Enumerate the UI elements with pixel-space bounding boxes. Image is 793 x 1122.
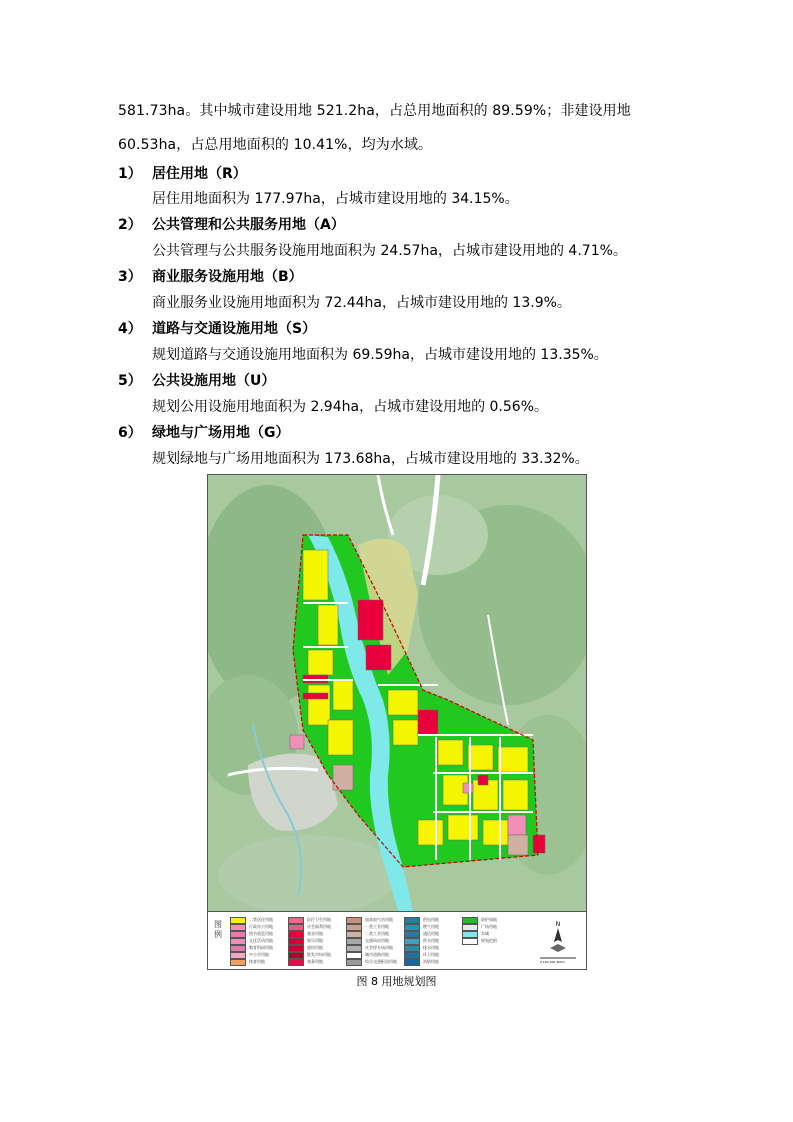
legend-label: 环卫用地: [423, 952, 439, 957]
legend-label: 通信用地: [423, 931, 439, 936]
map-drawing: [208, 475, 586, 911]
legend-label: 综合交通枢纽用地: [365, 959, 397, 964]
section-heading-6: 6） 绿地与广场用地（G）: [118, 425, 290, 441]
section-body-2: 公共管理与公共服务设施用地面积为 24.57ha，占城市建设用地的 4.71%。: [152, 243, 627, 259]
legend-item: [230, 931, 273, 937]
legend-label: 批发市场用地: [307, 952, 331, 957]
legend-item: [404, 959, 439, 965]
legend-item: [346, 952, 389, 958]
legend-swatch: [346, 924, 362, 931]
legend-item: [288, 917, 331, 923]
legend-swatch: [288, 945, 304, 952]
section-heading-3: 3） 商业服务设施用地（B）: [118, 269, 303, 285]
legend-label: 图书展览用地: [249, 931, 273, 936]
legend-swatch: [404, 959, 420, 966]
north-arrow-icon: [538, 918, 578, 964]
section-body-3: 商业服务业设施用地面积为 72.44ha，占城市建设用地的 13.9%。: [152, 295, 571, 311]
legend-item: [230, 945, 273, 951]
legend-label: 消防用地: [423, 959, 439, 964]
legend-label: 文化活动用地: [249, 938, 273, 943]
legend-label: 排水用地: [423, 945, 439, 950]
legend-swatch: [288, 931, 304, 938]
legend-label: 交通场站用地: [365, 938, 389, 943]
legend-swatch: [230, 945, 246, 952]
section-body-4: 规划道路与交通设施用地面积为 69.59ha，占城市建设用地的 13.35%。: [152, 347, 608, 363]
legend-title: 图例: [214, 920, 222, 939]
legend-label: 广场用地: [481, 924, 497, 929]
legend-swatch: [288, 924, 304, 931]
legend-swatch: [288, 938, 304, 945]
legend-item: [230, 959, 265, 965]
legend-item: [462, 924, 497, 930]
north-label: N: [555, 921, 561, 928]
legend-label: 行政办公用地: [249, 924, 273, 929]
legend-label: 中小学用地: [249, 952, 269, 957]
legend-swatch: [230, 931, 246, 938]
legend-label: 二类工业用地: [365, 931, 389, 936]
legend-item: [346, 931, 389, 937]
legend-swatch: [230, 938, 246, 945]
legend-label: 旅馆用地: [307, 945, 323, 950]
legend-label: 二类居住用地: [249, 917, 273, 922]
legend-swatch: [288, 959, 304, 966]
map-legend: [208, 911, 586, 970]
legend-item: [230, 924, 273, 930]
legend-label: 商务用地: [307, 959, 323, 964]
legend-item: [404, 917, 439, 923]
land-use-plan-map: [207, 474, 587, 970]
legend-label: 燃气用地: [423, 924, 439, 929]
legend-item: [346, 917, 393, 923]
legend-item: [288, 952, 331, 958]
legend-item: [346, 959, 397, 965]
legend-swatch: [404, 917, 420, 924]
legend-label: 社会福利用地: [307, 924, 331, 929]
legend-item: [288, 959, 323, 965]
legend-item: [288, 931, 323, 937]
legend-item: [288, 924, 331, 930]
legend-swatch: [230, 959, 246, 966]
legend-swatch: [346, 952, 362, 959]
legend-label: 娱乐用地: [307, 938, 323, 943]
intro-line-2: 60.53ha，占总用地面积的 10.41%，均为水域。: [118, 137, 433, 153]
legend-swatch: [230, 952, 246, 959]
section-heading-5: 5） 公共设施用地（U）: [118, 373, 276, 389]
legend-swatch: [404, 945, 420, 952]
legend-item: [404, 952, 439, 958]
legend-label: 防护绿地: [481, 917, 497, 922]
legend-label: 规划范围: [481, 938, 497, 943]
section-body-1: 居住用地面积为 177.97ha，占城市建设用地的 34.15%。: [152, 191, 519, 207]
legend-item: [462, 917, 497, 923]
legend-item: [346, 924, 389, 930]
legend-item: [404, 938, 439, 944]
section-heading-1: 1） 居住用地（R）: [118, 166, 247, 182]
legend-label: 加油加气站用地: [365, 917, 393, 922]
legend-item: [404, 931, 439, 937]
legend-item: [230, 938, 273, 944]
section-body-5: 规划公用设施用地面积为 2.94ha，占城市建设用地的 0.56%。: [152, 399, 548, 415]
legend-label: 供电用地: [423, 917, 439, 922]
legend-swatch: [404, 952, 420, 959]
legend-swatch: [346, 959, 362, 966]
legend-item: [462, 931, 489, 937]
legend-label: 一类工业用地: [365, 924, 389, 929]
compass-rose: [550, 944, 566, 952]
legend-swatch: [462, 938, 478, 945]
legend-swatch: [462, 917, 478, 924]
legend-label: 商业用地: [307, 931, 323, 936]
section-body-6: 规划绿地与广场用地面积为 173.68ha，占城市建设用地的 33.32%。: [152, 451, 589, 467]
legend-swatch: [404, 924, 420, 931]
scale-text: 0 100 200 400m: [540, 960, 565, 964]
legend-swatch: [230, 924, 246, 931]
legend-label: 医疗卫生用地: [307, 917, 331, 922]
legend-item: [346, 945, 393, 951]
section-heading-2: 2） 公共管理和公共服务用地（A）: [118, 217, 345, 233]
legend-item: [404, 924, 439, 930]
legend-item: [404, 945, 439, 951]
legend-swatch: [288, 952, 304, 959]
legend-swatch: [404, 931, 420, 938]
legend-swatch: [346, 938, 362, 945]
legend-label: 供水用地: [423, 938, 439, 943]
legend-label: 教育科研用地: [249, 945, 273, 950]
legend-label: 城市道路用地: [365, 952, 389, 957]
legend-swatch: [230, 917, 246, 924]
legend-label: 社会停车场用地: [365, 945, 393, 950]
legend-swatch: [346, 917, 362, 924]
legend-swatch: [462, 931, 478, 938]
legend-swatch: [346, 931, 362, 938]
legend-item: [230, 952, 269, 958]
legend-label: 水域: [481, 931, 489, 936]
legend-label: 体育用地: [249, 959, 265, 964]
north-arrow-shape: [554, 928, 562, 942]
legend-item: [230, 917, 273, 923]
legend-swatch: [346, 945, 362, 952]
legend-item: [346, 938, 389, 944]
intro-line-1: 581.73ha。其中城市建设用地 521.2ha，占总用地面积的 89.59%；非建设用地: [118, 103, 631, 119]
legend-item: [462, 938, 497, 944]
legend-swatch: [462, 924, 478, 931]
legend-swatch: [404, 938, 420, 945]
legend-item: [288, 938, 323, 944]
legend-item: [288, 945, 323, 951]
section-heading-4: 4） 道路与交通设施用地（S）: [118, 321, 317, 337]
legend-swatch: [288, 917, 304, 924]
figure-caption: 图 8 用地规划图: [356, 975, 437, 988]
